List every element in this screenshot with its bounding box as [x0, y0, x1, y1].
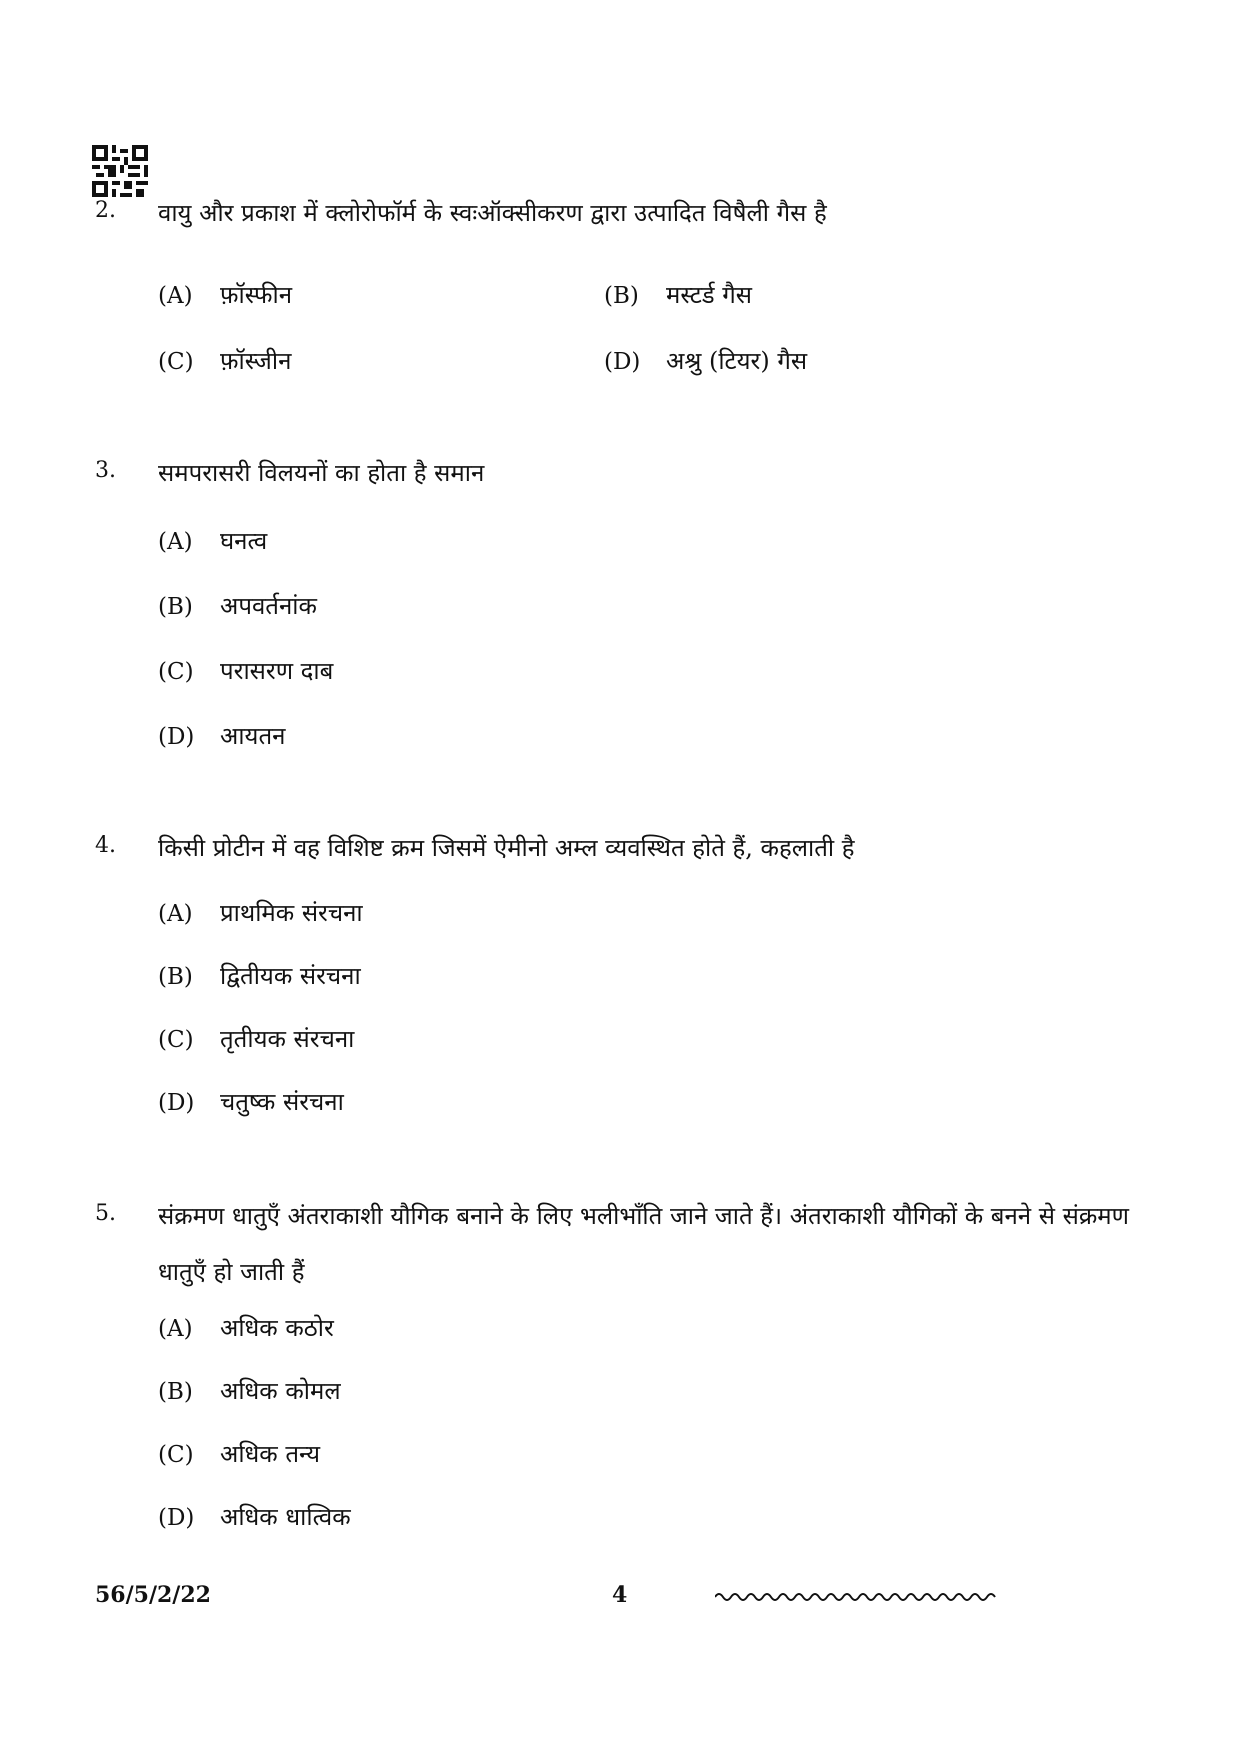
option-label: (B) [158, 594, 193, 620]
option-3d[interactable] [158, 719, 285, 752]
option-label: (C) [158, 1027, 194, 1053]
option-text: अधिक तन्य [220, 1440, 321, 1468]
option-5b[interactable] [158, 1374, 341, 1407]
question-number: 4. [95, 833, 116, 858]
option-2d[interactable] [604, 344, 807, 377]
option-label: (A) [158, 529, 193, 555]
option-3b[interactable] [158, 589, 317, 622]
page-number: 4 [612, 1582, 628, 1608]
question-text: संक्रमण धातुएँ अंतराकाशी यौगिक बनाने के लिए भलीभाँति जाने जाते हैं। अंतराकाशी यौगिकों के बनने से संक्रमण धातुएँ हो जाती हैं [158, 1202, 1129, 1286]
option-label: (C) [158, 349, 194, 375]
option-2a[interactable] [158, 278, 292, 311]
option-text: फ़ॉस्फीन [220, 281, 293, 309]
option-label: (B) [158, 1379, 193, 1405]
question-number: 2. [95, 198, 116, 223]
question-text: समपरासरी विलयनों का होता है समान [158, 459, 485, 487]
option-text: प्राथमिक संरचना [220, 899, 363, 927]
question-text: वायु और प्रकाश में क्लोरोफॉर्म के स्वःऑक्सीकरण द्वारा उत्पादित विषैली गैस है [158, 199, 827, 227]
option-4b[interactable] [158, 959, 361, 992]
option-label: (B) [158, 964, 193, 990]
option-5a[interactable] [158, 1311, 334, 1344]
option-label: (D) [604, 349, 641, 375]
option-text: परासरण दाब [220, 657, 334, 685]
option-text: तृतीयक संरचना [220, 1025, 355, 1053]
option-text: अधिक कोमल [220, 1377, 341, 1405]
option-text: आयतन [220, 722, 286, 750]
option-text: अधिक धात्विक [220, 1503, 351, 1531]
option-text: मस्टर्ड गैस [666, 281, 752, 309]
option-text: अश्रु (टियर) गैस [666, 347, 808, 375]
question-number: 3. [95, 458, 116, 483]
option-text: अपवर्तनांक [220, 592, 317, 620]
option-label: (D) [158, 724, 195, 750]
option-text: द्वितीयक संरचना [220, 962, 361, 990]
option-text: फ़ॉस्जीन [220, 347, 292, 375]
option-label: (D) [158, 1090, 195, 1116]
option-2c[interactable] [158, 344, 291, 377]
qr-code [92, 145, 148, 197]
option-4c[interactable] [158, 1022, 354, 1055]
option-label: (B) [604, 283, 639, 309]
question-text: किसी प्रोटीन में वह विशिष्ट क्रम जिसमें ऐमीनो अम्ल व्यवस्थित होते हैं, कहलाती है [158, 834, 855, 862]
option-text: चतुष्क संरचना [220, 1088, 344, 1116]
paper-code: 56/5/2/22 [95, 1582, 211, 1608]
wavy-line-decoration [715, 1590, 1005, 1604]
option-label: (A) [158, 283, 193, 309]
option-5d[interactable] [158, 1500, 351, 1533]
option-text: अधिक कठोर [220, 1314, 334, 1342]
option-label: (D) [158, 1505, 195, 1531]
option-label: (C) [158, 659, 194, 685]
option-5c[interactable] [158, 1437, 320, 1470]
option-3c[interactable] [158, 654, 333, 687]
option-label: (A) [158, 1316, 193, 1342]
option-2b[interactable] [604, 278, 752, 311]
option-text: घनत्व [220, 527, 268, 555]
option-4a[interactable] [158, 896, 363, 929]
option-label: (C) [158, 1442, 194, 1468]
option-label: (A) [158, 901, 193, 927]
option-4d[interactable] [158, 1085, 344, 1118]
question-number: 5. [95, 1201, 116, 1226]
option-3a[interactable] [158, 524, 267, 557]
